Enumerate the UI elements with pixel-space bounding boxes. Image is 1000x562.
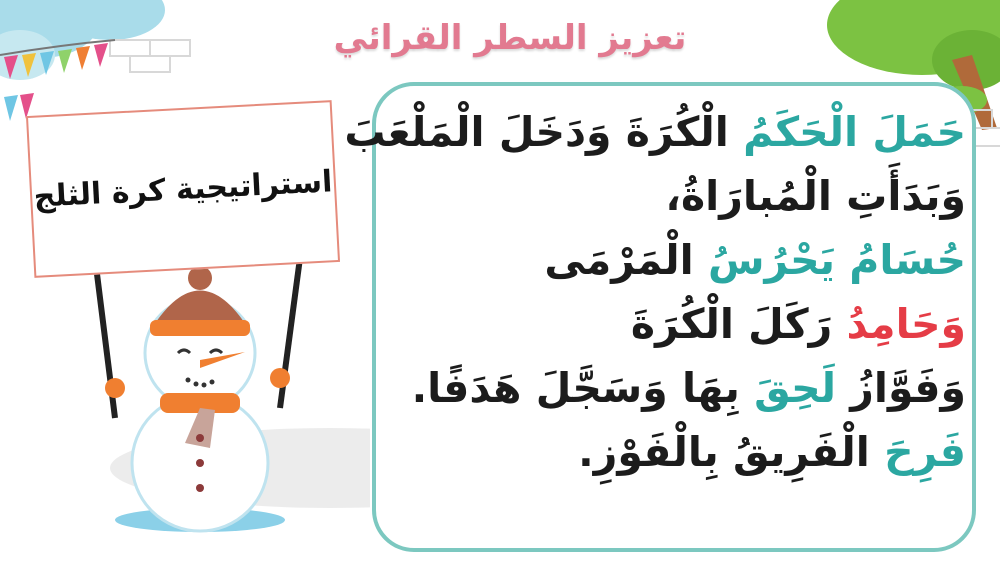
snowman-illustration — [70, 258, 370, 558]
highlighted-word: فَرِحَ — [884, 428, 966, 476]
poem-line — [344, 356, 966, 420]
poem-line — [344, 164, 966, 228]
poem-line — [344, 100, 966, 164]
poem-line — [344, 292, 966, 356]
page-title: تعزيز السطر القرائي — [333, 18, 687, 58]
poem-line — [344, 228, 966, 292]
highlighted-word: حَمَلَ الْحَكَمُ — [743, 108, 966, 156]
highlighted-word: حُسَامُ يَحْرُسُ — [707, 236, 966, 284]
poem-word: الْكُرَةَ وَدَخَلَ الْمَلْعَبَ — [344, 108, 744, 156]
poem-line — [344, 420, 966, 484]
poem-word: الْفَرِيقُ بِالْفَوْزِ. — [578, 428, 885, 476]
poem-word: وَفَوَّازُ — [836, 364, 966, 412]
poem-text — [344, 100, 966, 484]
poem-word: بِهَا وَسَجَّلَ هَدَفًا. — [411, 364, 755, 412]
poem-word: رَكَلَ الْكُرَةَ — [630, 300, 847, 348]
poem-word: وَبَدَأَتِ الْمُبارَاةُ، — [665, 172, 966, 220]
strategy-sign — [26, 100, 340, 278]
highlighted-word: لَحِقَ — [754, 364, 837, 412]
sign-text: استراتيجية كرة الثلج — [32, 163, 334, 215]
brick-wall-pattern — [110, 40, 190, 72]
highlighted-word: وَحَامِدُ — [846, 300, 966, 348]
poem-word: الْمَرْمَى — [544, 236, 708, 284]
